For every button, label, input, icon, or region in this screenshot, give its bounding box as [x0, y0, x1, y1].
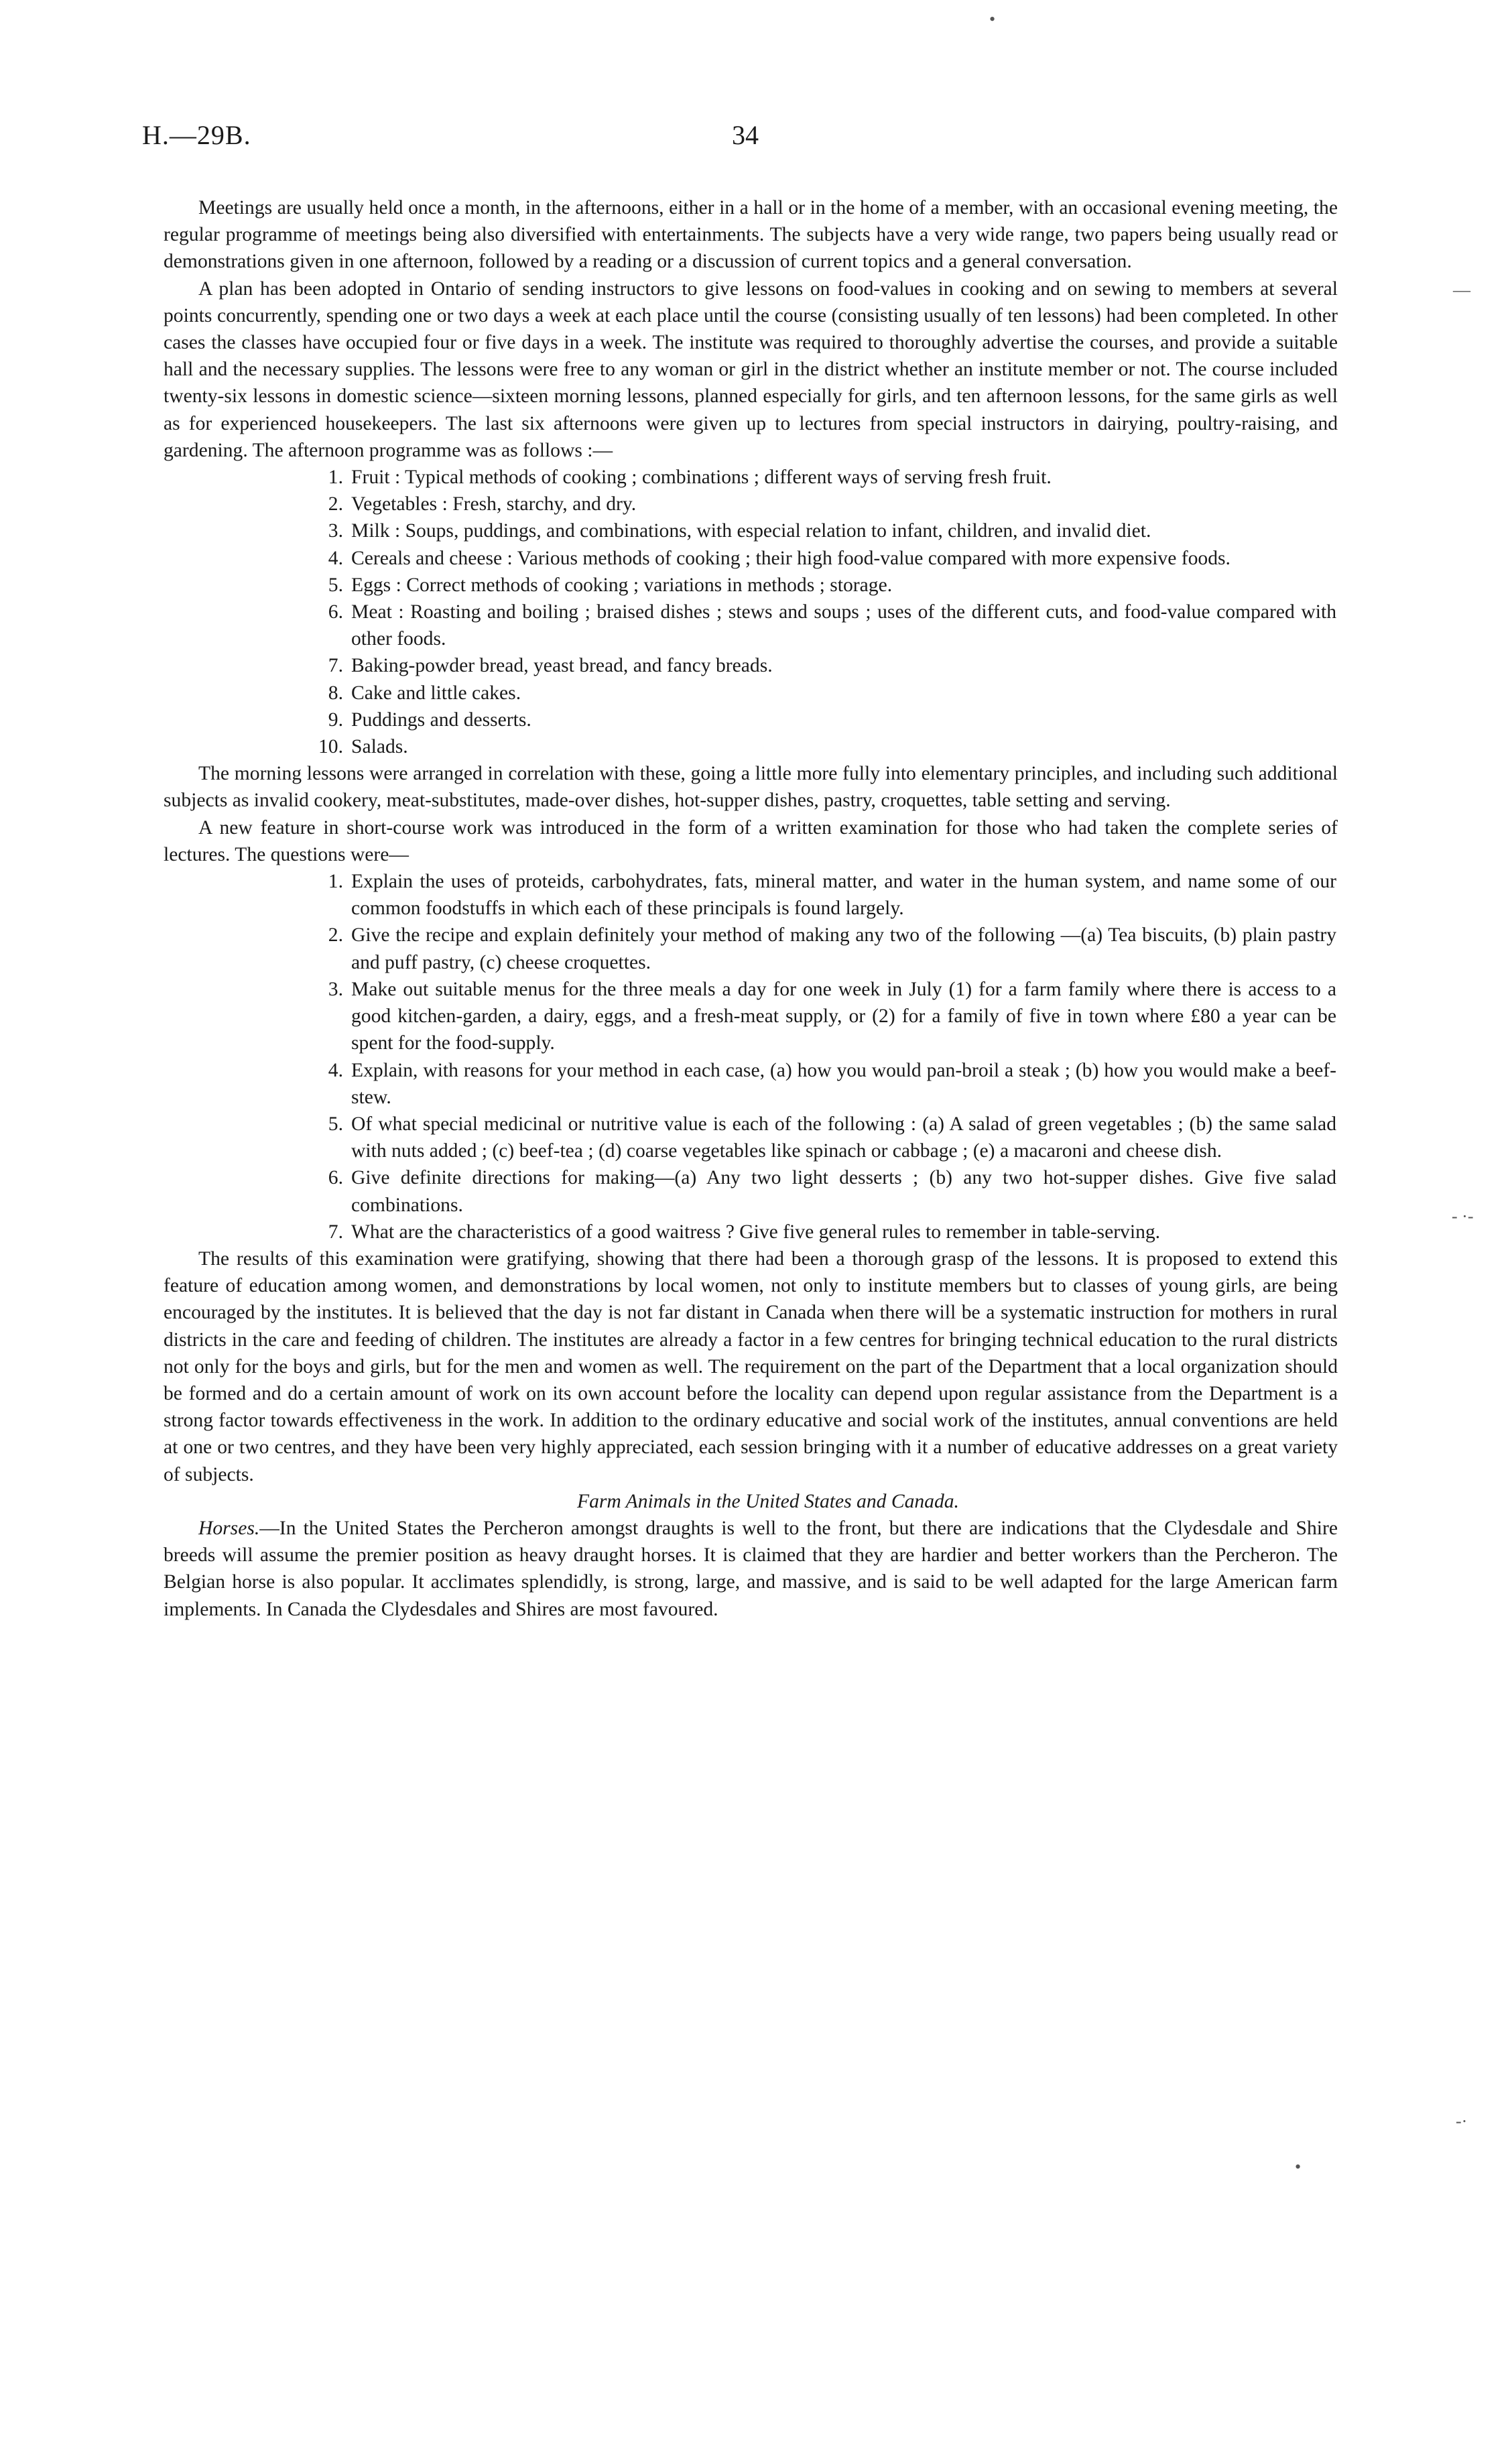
list-item: 6. Give definite directions for making—(a) Any two light desserts ; (b) any two hot-supper dishes. Give five salad combinations.	[328, 1167, 1336, 1216]
paragraph-examination: A new feature in short-course work was introduced in the form of a written examination for those who had taken the complete series of lectures. The questions were—	[164, 816, 1338, 865]
list-item: 1. Fruit : Typical methods of cooking ; combinations ; different ways of serving fresh fruit.	[328, 467, 1052, 489]
document-reference: H.—29B.	[142, 120, 251, 150]
list-item: 4. Explain, with reasons for your method in each case, (a) how you would pan-broil a steak ; (b) how you would make a beef-stew.	[328, 1059, 1336, 1108]
list-item: 2. Give the recipe and explain definitely your method of making any two of the following —(a) Tea biscuits, (b) plain pastry and puff pastry, (c) cheese croquettes.	[328, 924, 1336, 973]
list-item: 9. Puddings and desserts.	[328, 709, 531, 731]
list-item: 5. Of what special medicinal or nutritive value is each of the following : (a) A salad of green vegetables ; (b) the same salad with nuts added ; (c) beef-tea ; (d) coarse vegetables like spinach or cabbage ; (e) a macaroni and cheese dish.	[328, 1113, 1336, 1162]
margin-mark: —	[1453, 280, 1470, 300]
list-item: 1. Explain the uses of proteids, carbohydrates, fats, mineral matter, and water in the human system, and name some of our common foodstuffs in which each of these principals is found largely.	[328, 871, 1336, 920]
list-item: 2. Vegetables : Fresh, starchy, and dry.	[328, 493, 637, 515]
horses-text: —In the United States the Percheron amongst draughts is well to the front, but there are indications that the Clydesdale and Shire breeds will assume the premier position as heavy draught horses. It is claimed that they are hardier and better workers than the Percheron. The Belgian horse is also popular. It acclimates splendidly, is strong, large, and massive, and is said to be well adapted for the large American farm implements. In Canada the Clydesdales and Shires are most favoured.	[164, 1517, 1338, 1620]
list-item: 4. Cereals and cheese : Various methods of cooking ; their high food-value compared with more expensive foods.	[328, 547, 1231, 569]
section-heading: Farm Animals in the United States and Canada.	[577, 1490, 959, 1512]
list-item: 3. Milk : Soups, puddings, and combinations, with especial relation to infant, children, and invalid diet.	[328, 520, 1151, 542]
list-item: 6. Meat : Roasting and boiling ; braised dishes ; stews and soups ; uses of the different cuts, and food-value compared with other foods.	[328, 601, 1336, 650]
scan-speck: •	[989, 9, 996, 29]
list-item: 7. What are the characteristics of a good waitress ? Give five general rules to remember in table-serving.	[328, 1221, 1161, 1243]
afternoon-programme-list	[164, 464, 1338, 760]
paragraph-results: The results of this examination were gratifying, showing that there had been a thorough grasp of the lessons. It is proposed to extend this feature of education among women, and demonstrations by local women, not only to institute members but to classes of young girls, are being encouraged by the institutes. It is believed that the day is not far distant in Canada when there will be a systematic instruction for mothers in rural districts in the care and feeding of children. The institutes are already a factor in a few centres for bringing technical education to the rural districts not only for the boys and girls, but for the men and women as well. The requirement on the part of the Department that a local organization should be formed and do a certain amount of work on its own account before the locality can depend upon regular assistance from the Department is a strong factor towards effectiveness in the work. In addition to the ordinary educative and social work of the institutes, annual conventions are held at one or two centres, and they have been very highly appreciated, each session bringing with it a number of educative addresses on a great variety of subjects.	[164, 1247, 1338, 1485]
margin-mark: -·	[1456, 2111, 1468, 2131]
list-item: 7. Baking-powder bread, yeast bread, and fancy breads.	[328, 655, 773, 677]
list-item: 3. Make out suitable menus for the three meals a day for one week in July (1) for a farm family where there is access to a good kitchen-garden, a dairy, eggs, and a fresh-meat supply, or (2) for a family of five in town where £80 a year can be spent for the food-supply.	[328, 978, 1336, 1054]
list-item: 10. Salads.	[318, 736, 408, 758]
body-text	[164, 194, 1338, 1623]
page-number: 34	[732, 120, 759, 150]
page-header	[142, 119, 1370, 160]
examination-questions-list	[164, 868, 1338, 1245]
paragraph-ontario-plan: A plan has been adopted in Ontario of sending instructors to give lessons on food-values in cooking and on sewing to members at several points concurrently, spending one or two days a week at each place until the course (consisting usually of ten lessons) had been completed. In other cases the classes have occupied four or five days in a week. The institute was required to thoroughly advertise the courses, and provide a suitable hall and the necessary supplies. The lessons were free to any woman or girl in the district whether an institute member or not. The course included twenty-six lessons in domestic science—sixteen morning lessons, planned especially for girls, and ten afternoon lessons, for the same girls as well as for experienced housekeepers. The last six afternoons were given up to lectures from special instructors in dairying, poultry-raising, and gardening. The afternoon programme was as follows :—	[164, 278, 1338, 461]
list-item: 8. Cake and little cakes.	[328, 682, 521, 704]
scan-speck: •	[1295, 2157, 1302, 2176]
list-item: 5. Eggs : Correct methods of cooking ; variations in methods ; storage.	[328, 574, 893, 596]
paragraph-meetings: Meetings are usually held once a month, in the afternoons, either in a hall or in the home of a member, with an occasional evening meeting, the regular programme of meetings being also diversified with entertainments. The subjects have a very wide range, two papers being usually read or demonstrations given in one afternoon, followed by a reading or a discussion of current topics and a general conversation.	[164, 197, 1338, 273]
paragraph-horses	[164, 1515, 1338, 1623]
margin-mark: - ·-	[1452, 1207, 1474, 1226]
run-in-heading: Horses.	[198, 1517, 260, 1539]
paragraph-morning-lessons: The morning lessons were arranged in correlation with these, going a little more fully into elementary principles, and including such additional subjects as invalid cookery, meat-substitutes, made-over dishes, hot-supper dishes, pastry, croquettes, table setting and serving.	[164, 763, 1338, 812]
